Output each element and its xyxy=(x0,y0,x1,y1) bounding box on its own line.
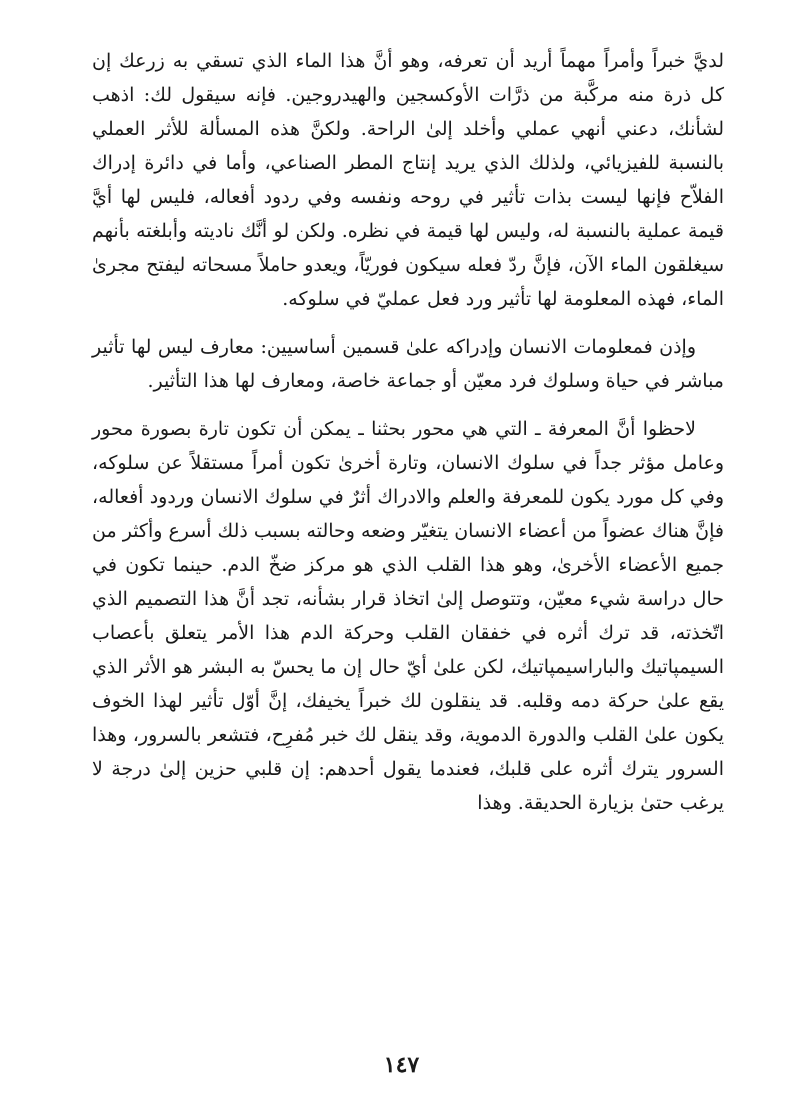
paragraph-2: وإذن فمعلومات الانسان وإدراكه علىٰ قسمين أساسيين: معارف ليس لها تأثير مباشر في حياة وسلوك فرد معيّن أو جماعة خاصة، ومعارف لها هذا التأثير. xyxy=(92,336,724,392)
page-number: ١٤٧ xyxy=(383,1052,420,1078)
paragraph-3: لاحظوا أنَّ المعرفة ـ التي هي محور بحثنا ـ يمكن أن تكون تارة بصورة محور وعامل مؤثر جداً في سلوك الانسان، وتارة أخرىٰ تكون أمراً مستقلاً عن سلوكه، وفي كل مورد يكون للمعرفة والعلم والادراك أثرٌ في سلوك الانسان وردود أفعاله، فإنَّ هناك عضواً من أعضاء الانسان يتغيّر وضعه وحالته بسبب ذلك أسرع وأكثر من جميع الأعضاء الأخرىٰ، وهو هذا القلب الذي هو مركز ضخّ الدم. حينما تكون في حال دراسة شيء معيّن، وتتوصل إلىٰ اتخاذ قرار بشأنه، تجد أنَّ هذا التصميم الذي اتّخذته، قد ترك أثره في خفقان القلب وحركة الدم هذا الأمر يتعلق بأعصاب السيمپاتيك والباراسيمپاتيك، لكن علىٰ أيّ حال إن ما يحسّ به البشر هو الأثر الذي يقع علىٰ حركة دمه وقلبه. قد ينقلون لك خبراً يخيفك، إنَّ أوّل تأثير لهذا الخوف يكون علىٰ القلب والدورة الدموية، وقد ينقل لك خبر مُفرِح، فتشعر بالسرور، وهذا السرور يترك أثره على قلبك، فعندما يقول أحدهم: إن قلبي حزين إلىٰ درجة لا يرغب حتىٰ بزيارة الحديقة. وهذا xyxy=(92,418,724,814)
page-body xyxy=(92,44,724,820)
paragraph-1: لديَّ خبراً وأمراً مهماً أريد أن تعرفه، وهو أنَّ هذا الماء الذي تسقي به زرعك إن كل ذرة منه مركَّبة من ذرَّات الأوكسجين والهيدروجين. فإنه سيقول لك: اذهب لشأنك، دعني أنهي عملي وأخلد إلىٰ الراحة. ولكنَّ هذه المسألة للأثر العملي بالنسبة للفيزيائي، ولذلك الذي يريد إنتاج المطر الصناعي، وأما في دائرة إدراك الفلاّح فإنها ليست بذات تأثير في روحه ونفسه وفي ردود أفعاله، فليس لها أيَّ قيمة عملية بالنسبة له، وليس لها قيمة في نظره. ولكن لو أنَّك ناديته وأبلغته بأنهم سيغلقون الماء الآن، فإنَّ ردّ فعله سيكون فوريّاً، ويعدو حاملاً مسحاته ليفتح مجرىٰ الماء، فهذه المعلومة لها تأثير ورد فعل عمليّ في سلوكه. xyxy=(92,50,724,310)
